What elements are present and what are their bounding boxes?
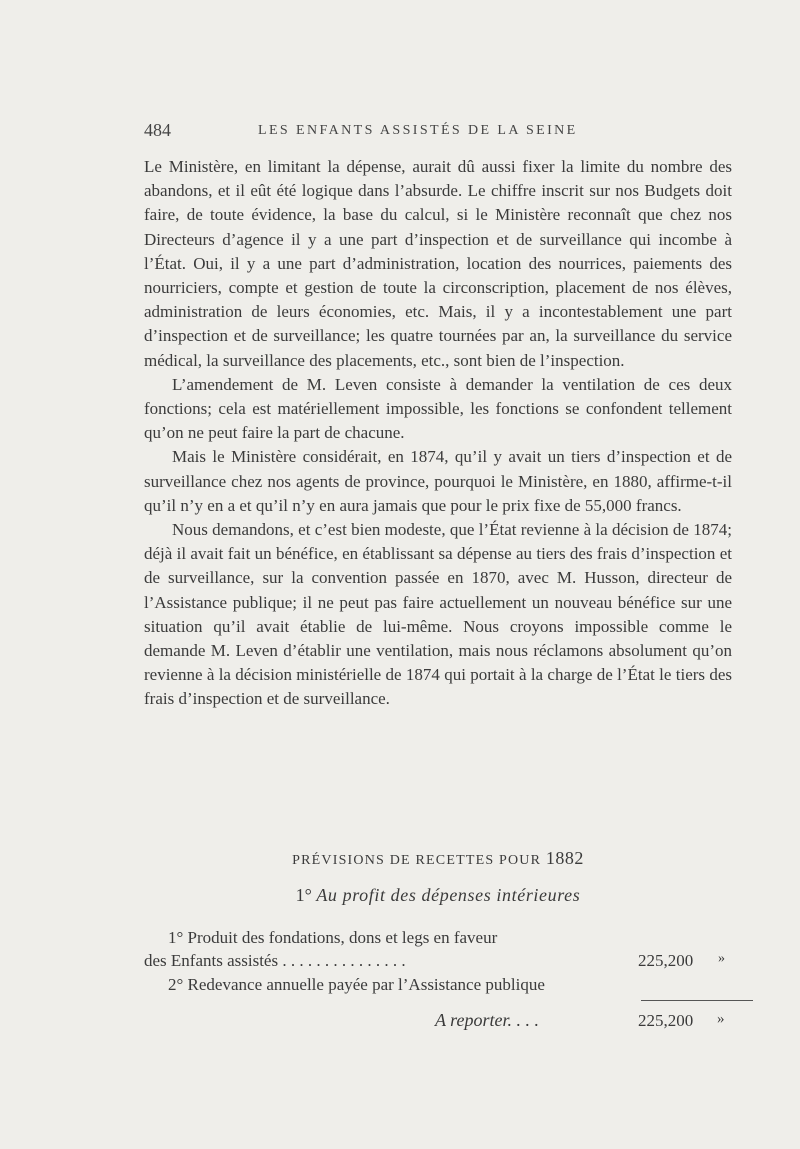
budget-item-label-line2: des Enfants assistés . . . . . . . . . . . . . . . [144,951,406,970]
total-rule [641,1000,753,1001]
subsection-title: Au profit des dépenses intérieures [316,885,581,905]
subsection-number: 1° [295,885,312,905]
page-header [144,120,744,144]
section-title [144,848,732,869]
page-number: 484 [144,120,171,140]
budget-item-label-line1: 1° Produit des fondations, dons et legs en faveur [168,928,498,947]
budget-item-label-line1: 2° Redevance annuelle payée par l’Assistance publique [168,975,545,994]
body-text [144,155,732,712]
section-year: 1882 [545,848,584,868]
paragraph: Le Ministère, en limitant la dépense, aurait dû aussi fixer la limite du nombre des abandons, et il eût été logique dans l’absurde. Le chiffre inscrit sur nos Budgets doit faire, de toute évidence, la base du calcul, si le Ministère reconnaît que chez nos Directeurs d’agence il y a une part d’inspection et de surveillance qui incombe à l’État. Oui, il y a une part d’administration, location des nourrices, paiements des nourriciers, compte et gestion de toute la circonscription, placement de nos élèves, administration de leurs économies, etc. Mais, il y a incontestablement une part d’inspection et de surveillance; les quatre tournées par an, la surveillance du service médical, la surveillance des placements, etc., sont bien de l’inspection. [144,157,732,370]
subsection-heading [144,885,732,906]
budget-item-suffix: » [718,951,725,966]
paragraph: L’amendement de M. Leven consiste à demander la ventilation de ces deux fonctions; cela est matériellement impossible, les fonctions se confondent tellement qu’on ne peut faire la part de chacune. [144,374,732,443]
carry-forward-amount: 225,200 [638,1011,694,1030]
carry-forward-label: A reporter. . . . [435,1010,540,1030]
paragraph: Nous demandons, et c’est bien modeste, que l’État revienne à la décision de 1874; déjà il avait fait un bénéfice, en établissant sa dépense au tiers des frais d’inspection et de surveillance, sur la convention passée en 1870, avec M. Husson, directeur de l’Assistance publique; il ne peut pas faire actuellement un nouveau bénéfice sur une situation qu’il avait établie de lui-même. Nous croyons impossible comme le demande M. Leven d’établir une ventilation, mais nous réclamons absolument qu’on revienne à la décision ministérielle de 1874 qui portait à la charge de l’État le tiers des frais d’inspection et de surveillance. [144,520,732,709]
carry-forward-suffix: » [717,1011,725,1027]
section-title-text: PRÉVISIONS DE RECETTES POUR [292,853,542,868]
budget-item-amount: 225,200 [638,951,694,970]
running-title: LES ENFANTS ASSISTÉS DE LA SEINE [258,123,578,138]
paragraph: Mais le Ministère considérait, en 1874, qu’il y avait un tiers d’inspection et de surveillance chez nos agents de province, pourquoi le Ministère, en 1880, affirme-t-il qu’il n’y en a et qu’il n’y en aura jamais que pour le prix fixe de 55,000 francs. [144,447,732,515]
